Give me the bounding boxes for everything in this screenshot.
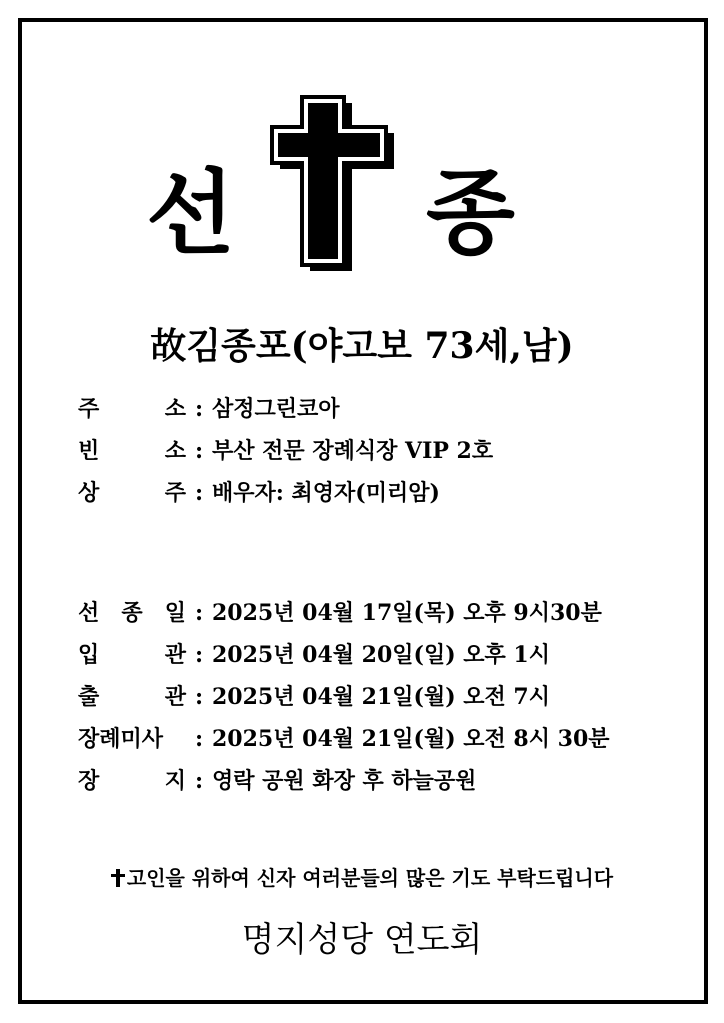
detail-row-funeral-hall [78,434,493,465]
detail-label: 주 소 [78,396,186,422]
detail-value: 부산 전문 장례식장 VIP 2호 [212,438,494,464]
colon: : [194,768,204,794]
colon: : [194,600,204,626]
colon: : [194,480,204,506]
schedule-row-death [78,596,602,627]
colon: : [194,684,204,710]
schedule-value: 영락 공원 화장 후 하늘공원 [212,768,477,794]
schedule-row-encoffinment [78,638,550,669]
announcement-heading [0,95,724,285]
schedule-value: 2025년 04월 17일(목) 오후 9시30분 [212,600,602,626]
schedule-value: 2025년 04월 20일(일) 오후 1시 [212,642,550,668]
heading-char-right: 종 [426,159,515,267]
schedule-row-burial-place [78,764,476,795]
colon: : [194,642,204,668]
schedule-label: 출 관 [78,684,186,710]
small-cross-icon [111,869,125,887]
latin-cross-icon [270,95,405,275]
organization-name: 명지성당 연도회 [241,920,483,960]
detail-label: 상 주 [78,480,186,506]
schedule-row-funeral-mass [78,722,610,753]
schedule-row-departure [78,680,550,711]
closing-text: 고인을 위하여 신자 여러분들의 많은 기도 부탁드립니다 [126,866,614,890]
colon: : [194,438,204,464]
schedule-value: 2025년 04월 21일(월) 오전 7시 [212,684,550,710]
detail-row-chief-mourner [78,476,440,507]
schedule-label: 장례미사 [78,726,164,752]
schedule-label: 장 지 [78,768,186,794]
schedule-value: 2025년 04월 21일(월) 오전 8시 30분 [212,726,610,752]
schedule-label: 입 관 [78,642,186,668]
closing-message [0,862,724,891]
colon: : [194,396,204,422]
detail-row-address [78,392,340,423]
colon: : [194,726,204,752]
detail-value: 배우자: 최영자(미리암) [212,480,440,506]
detail-label: 빈 소 [78,438,186,464]
schedule-label: 선 종 일 [78,600,186,626]
heading-char-left: 선 [146,159,235,267]
detail-value: 삼정그린코아 [212,396,340,422]
deceased-name-line: 故김종포(야고보 73세,남) [150,325,574,367]
